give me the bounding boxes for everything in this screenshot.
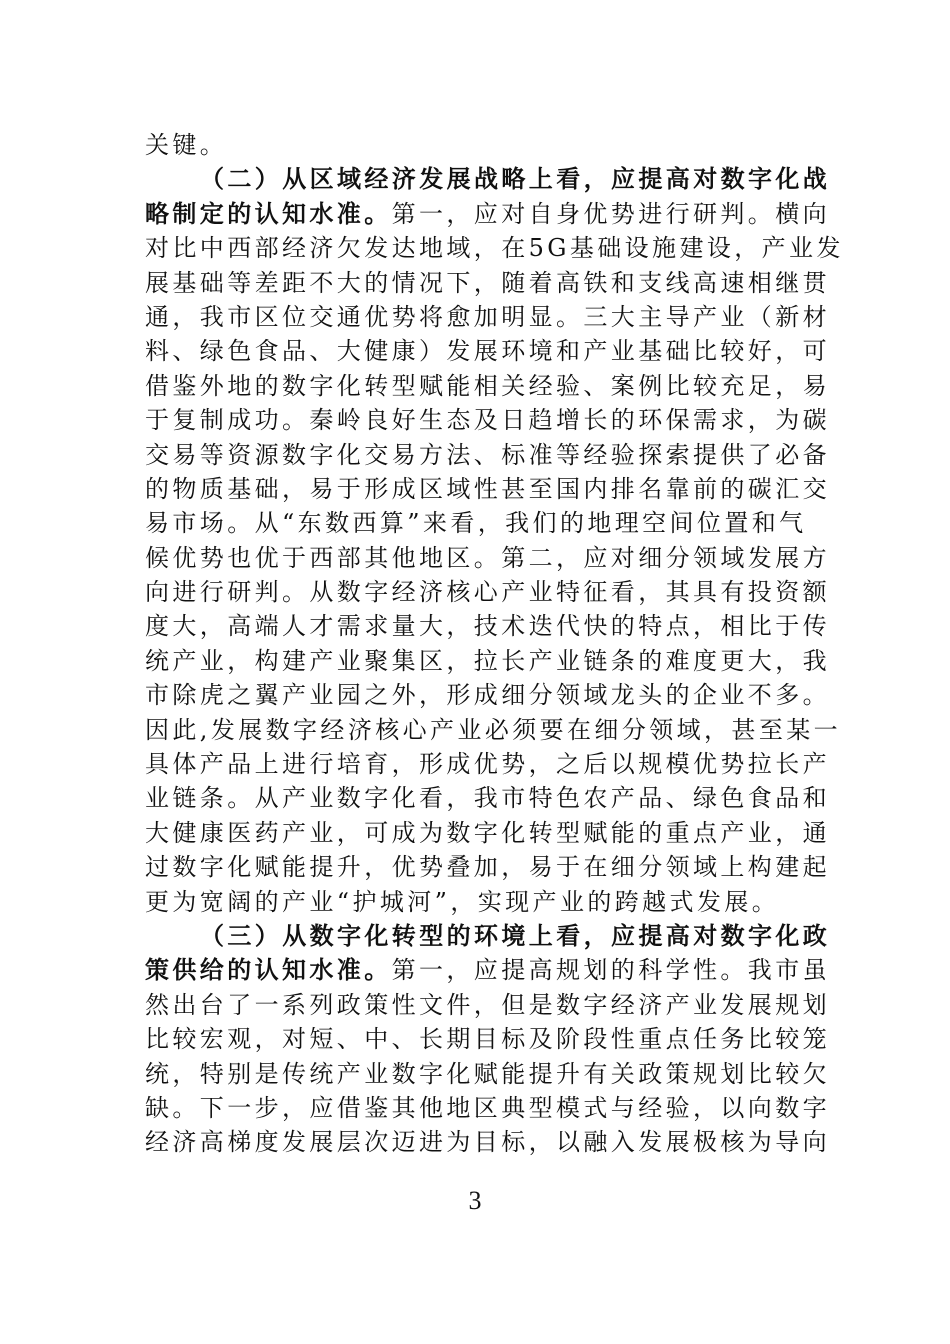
- text-line: [145, 506, 805, 540]
- body-text: 具体产品上进行培育，形成优势，之后以规模优势拉长产: [145, 750, 830, 779]
- text-line: [145, 713, 842, 747]
- text-line: [145, 472, 830, 506]
- body-text: 关键。: [145, 131, 228, 159]
- body-text: 经济高梯度发展层次迈进为目标，以融入发展极核为导向: [145, 1128, 830, 1157]
- body-text: 对比中西部经济欠发达地域，在5G基础设施建设，产业发: [145, 234, 844, 263]
- text-line: [145, 816, 830, 850]
- body-text: 第一，应提高规划的科学性。我市虽: [391, 956, 831, 985]
- text-line: [145, 1125, 830, 1159]
- text-line: [145, 197, 831, 231]
- text-line: [145, 369, 830, 403]
- body-text: 向进行研判。从数字经济核心产业特征看，其具有投资额: [145, 578, 830, 607]
- paragraph: [145, 128, 805, 162]
- text-line: [145, 953, 831, 987]
- text-line: [145, 781, 830, 815]
- body-text: 因此,发展数字经济核心产业必须要在细分领域，甚至某一: [145, 715, 842, 744]
- page-number: 3: [468, 1186, 482, 1215]
- text-line: [145, 1022, 830, 1056]
- body-text: 借鉴外地的数字化转型赋能相关经验、案例比较充足，易: [145, 371, 830, 400]
- bold-heading-text: （三）从数字化转型的环境上看，应提高对数字化政: [200, 920, 831, 950]
- body-text: 易市场。从“东数西算”来看，我们的地理空间位置和气: [145, 509, 807, 538]
- text-line: [145, 988, 830, 1022]
- document-body: [145, 128, 844, 1160]
- text-line: [145, 575, 830, 609]
- text-line: [145, 1057, 830, 1091]
- text-line: [145, 885, 805, 919]
- bold-heading-text: （二）从区域经济发展战略上看，应提高对数字化战: [200, 164, 831, 194]
- text-line: [145, 919, 831, 953]
- body-text: 比较宏观，对短、中、长期目标及阶段性重点任务比较笼: [145, 1025, 830, 1054]
- text-line: [145, 438, 830, 472]
- body-text: 统产业，构建产业聚集区，拉长产业链条的难度更大，我: [145, 646, 830, 675]
- paragraph: [145, 162, 844, 919]
- text-line: [145, 1091, 830, 1125]
- bold-heading-text: 略制定的认知水准。: [145, 198, 392, 228]
- body-text: 统，特别是传统产业数字化赋能提升有关政策规划比较欠: [145, 1059, 830, 1088]
- body-text: 的物质基础，易于形成区域性甚至国内排名靠前的碳汇交: [145, 474, 830, 503]
- body-text: 更为宽阔的产业“护城河”，实现产业的跨越式发展。: [145, 887, 780, 916]
- text-line: [145, 266, 830, 300]
- body-text: 通，我市区位交通优势将愈加明显。三大主导产业（新材: [145, 302, 830, 331]
- body-text: 第一，应对自身优势进行研判。横向: [391, 199, 831, 228]
- text-line: [145, 850, 830, 884]
- body-text: 过数字化赋能提升，优势叠加，易于在细分领域上构建起: [145, 853, 830, 882]
- text-line: [145, 231, 844, 265]
- text-line: [145, 128, 805, 162]
- body-text: 候优势也优于西部其他地区。第二，应对细分领域发展方: [145, 543, 830, 572]
- text-line: [145, 609, 830, 643]
- text-line: [145, 300, 830, 334]
- text-line: [145, 644, 830, 678]
- body-text: 交易等资源数字化交易方法、标准等经验探索提供了必备: [145, 440, 830, 469]
- body-text: 展基础等差距不大的情况下，随着高铁和支线高速相继贯: [145, 268, 830, 297]
- paragraph: [145, 919, 831, 1160]
- body-text: 于复制成功。秦岭良好生态及日趋增长的环保需求，为碳: [145, 406, 830, 435]
- text-line: [145, 162, 831, 196]
- body-text: 度大，高端人才需求量大，技术迭代快的特点，相比于传: [145, 612, 830, 641]
- body-text: 然出台了一系列政策性文件，但是数字经济产业发展规划: [145, 990, 830, 1019]
- text-line: [145, 334, 830, 368]
- body-text: 料、绿色食品、大健康）发展环境和产业基础比较好，可: [145, 337, 830, 366]
- text-line: [145, 403, 830, 437]
- text-line: [145, 747, 830, 781]
- body-text: 缺。下一步，应借鉴其他地区典型模式与经验，以向数字: [145, 1093, 830, 1122]
- text-line: [145, 678, 830, 712]
- body-text: 市除虎之翼产业园之外，形成细分领域龙头的企业不多。: [145, 681, 830, 710]
- text-line: [145, 541, 830, 575]
- body-text: 业链条。从产业数字化看，我市特色农产品、绿色食品和: [145, 784, 830, 813]
- bold-heading-text: 策供给的认知水准。: [145, 955, 392, 985]
- body-text: 大健康医药产业，可成为数字化转型赋能的重点产业，通: [145, 818, 830, 847]
